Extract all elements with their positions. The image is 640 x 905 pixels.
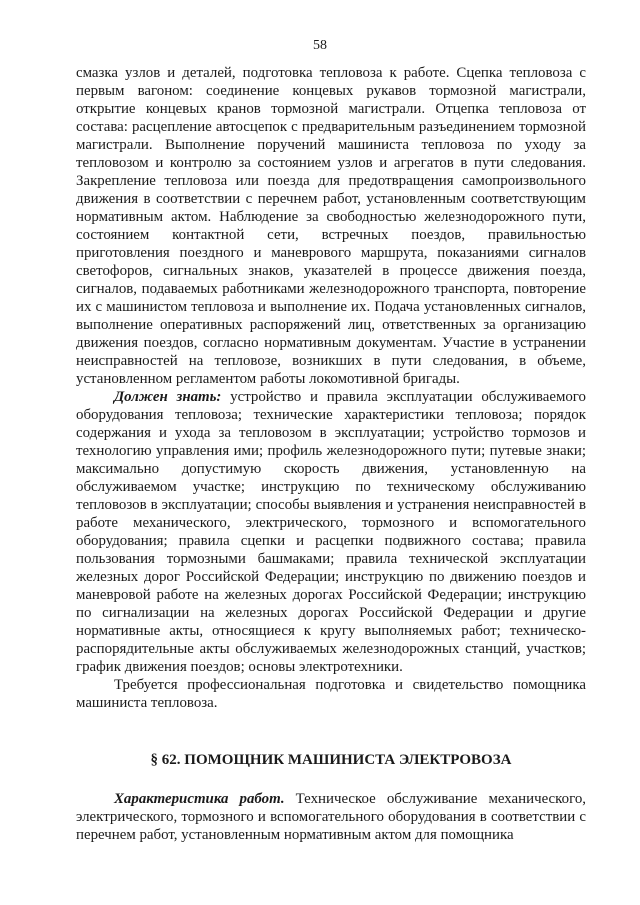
paragraph-text: Требуется профессиональная подготовка и свидетельство помощника машиниста тепловоза.: [76, 677, 586, 711]
paragraph-text: смазка узлов и деталей, подготовка тепловоза к работе. Сцепка тепловоза с первым вагоном: соединение концевых рукавов тормозной магистрали, открытие концевых кранов тормозной магистрали. Отцепка тепловоза от состава: расцепление автосцепок с предварительным разъединением тормозной магистрали. Выполнение поручений машиниста тепловоза по уходу за тепловозом и контролю за состоянием узлов и агрегатов в пути следования. Закрепление тепловоза или поезда для предотвращения самопроизвольного движения в соответствии с перечнем работ, установленным соответствующим нормативным актом. Наблюдение за свободностью железнодорожного пути, состоянием контактной сети, встречных поездов, правильностью приготовления поездного и маневрового маршрута, показаниями сигналов светофоров, сигнальных знаков, указателей в процессе движения поезда, сигналов, подаваемых работниками железнодорожного транспорта, повторение их с машинистом тепловоза и выполнение их. Подача установленных сигналов, выполнение оперативных распоряжений лиц, ответственных за организацию движения поездов, согласно нормативным документам. Участие в устранении неисправностей на тепловозе, возникших в пути следования, в объеме, установленном регламентом работы локомотивной бригады.: [76, 65, 586, 387]
section-lead: Характеристика работ.: [114, 791, 285, 807]
paragraph-lead: Должен знать:: [114, 389, 222, 405]
paragraph-must-know: [76, 388, 586, 676]
section-heading: § 62. ПОМОЩНИК МАШИНИСТА ЭЛЕКТРОВОЗА: [150, 752, 512, 768]
body-text: [76, 64, 586, 712]
section-text: Техническое обслуживание механического, электрического, тормозного и вспомогательного оборудования в соответствии с перечнем работ, установленным нормативным актом для помощника: [76, 791, 586, 843]
page-number: 58: [313, 38, 327, 53]
paragraph-requirements: [76, 676, 586, 712]
paragraph-duties-continued: [76, 64, 586, 388]
paragraph-text: устройство и правила эксплуатации обслуживаемого оборудования тепловоза; технические характеристики тепловоза; порядок содержания и ухода за тепловозом в эксплуатации; устройство тормозов и технологию управления ими; профиль железнодорожного пути; путевые знаки; максимально допустимую скорость движения, установленную на обслуживаемом участке; инструкцию по техническому обслуживанию тепловозов в эксплуатации; способы выявления и устранения неисправностей в работе механического, электрического, тормозного и вспомогательного оборудования; правила сцепки и расцепки подвижного состава; правила пользования тормозными башмаками; правила технической эксплуатации железных дорог Российской Федерации; инструкцию по движению поездов и маневровой работе на железных дорогах Российской Федерации; инструкцию по сигнализации на железных дорогах Российской Федерации и другие нормативные акты, относящиеся к кругу выполняемых работ; техническо-распорядительные акты обслуживаемых железнодорожных станций, участков; график движения поездов; основы электротехники.: [76, 389, 586, 675]
section-paragraph: [76, 790, 586, 844]
